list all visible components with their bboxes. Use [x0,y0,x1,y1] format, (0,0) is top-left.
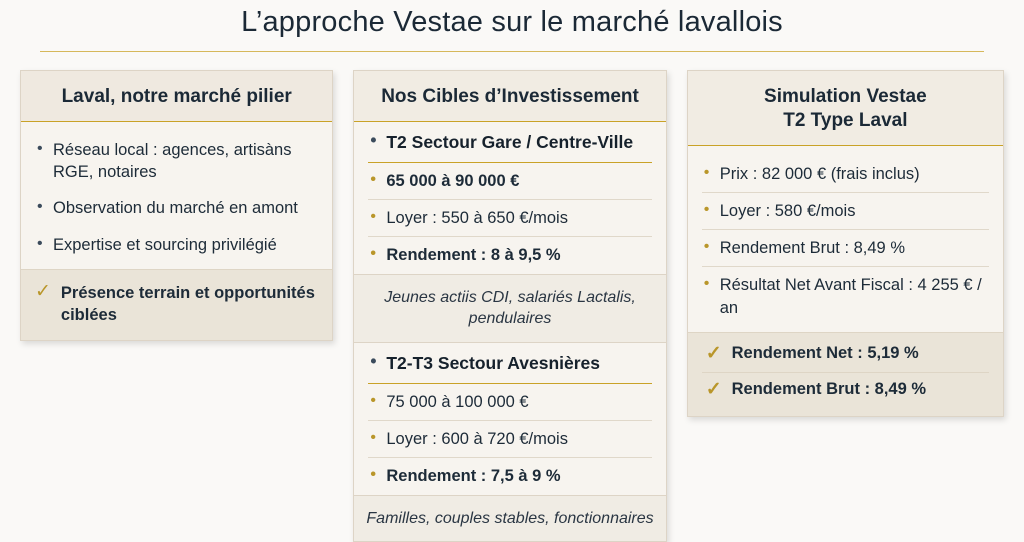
card-laval [20,70,333,341]
simulation-checks [688,332,1003,416]
cibles-list-2 [368,384,651,495]
highlight-label: Présence terrain et opportunités ciblées [60,283,315,325]
card-cibles-heading: Nos Cibles d’Investissement [354,71,665,122]
card-simulation-heading [688,71,1003,146]
laval-highlight [21,269,332,341]
list-item: • Rendement : 8 à 9,5 % [368,237,651,273]
simulation-list [702,156,989,326]
check-icon: ✓ [705,342,722,364]
highlight-row [35,280,318,329]
list-item: • Rendement Brut : 8,49 % [702,230,989,267]
list-item: • 75 000 à 100 000 € [368,384,651,421]
list-item: • Loyer : 580 €/mois [702,193,989,230]
list-item: • Prix : 82 000 € (frais inclus) [702,156,989,193]
title-divider [40,51,984,52]
list-item: • Expertise et sourcing privilégié [35,227,318,263]
list-item: • Loyer : 550 à 650 €/mois [368,200,651,237]
check-label: Rendement Brut : 8,49 % [731,379,927,398]
check-label: Rendement Net : 5,19 % [731,343,919,362]
check-row [702,372,989,408]
card-simulation [687,70,1004,417]
page-title: L’approche Vestae sur le marché lavallois [241,6,783,38]
list-item: • Résultat Net Avant Fiscal : 4 255 € / an [702,267,989,326]
cibles-note-2: Familles, couples stables, fonctionnaires [354,495,665,542]
list-item: • Réseau local : agences, artisàns RGE, notaires [35,132,318,191]
check-icon: ✓ [705,378,722,400]
cibles-subheading-2: • T2-T3 Sectour Avesnières [368,343,651,384]
card-cibles [353,70,666,542]
columns-container [0,52,1024,542]
cibles-note-1: Jeunes actiis CDI, salariés Lactalis, pendulaires [354,274,665,343]
card-cibles-body [354,122,665,541]
cibles-list-1 [368,163,651,274]
simulation-heading-line1: Simulation Vestae [764,86,927,107]
list-item: • Observation du marché en amont [35,190,318,226]
list-item: • Loyer : 600 à 720 €/mois [368,421,651,458]
laval-bullet-list [35,132,318,263]
list-item: • Rendement : 7,5 à 9 % [368,458,651,494]
check-row [702,337,989,372]
card-laval-heading: Laval, notre marché pilier [21,71,332,122]
check-icon: ✓ [35,280,51,302]
cibles-subheading-1: • T2 Sectour Gare / Centre-Ville [368,122,651,163]
simulation-heading-line2: T2 Type Laval [783,109,908,131]
card-laval-body [21,122,332,341]
card-simulation-body [688,146,1003,416]
list-item: • 65 000 à 90 000 € [368,163,651,200]
